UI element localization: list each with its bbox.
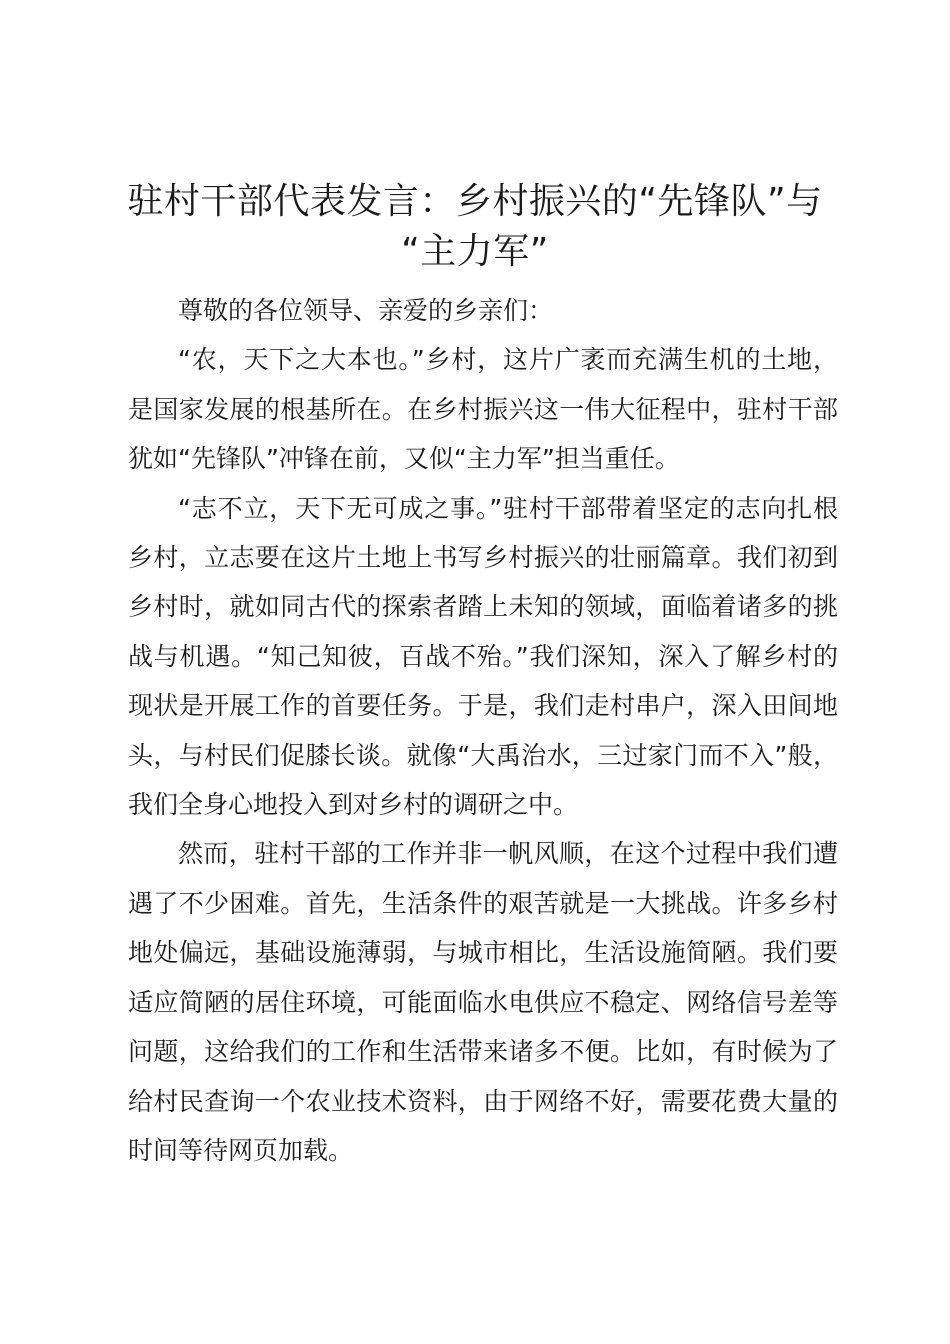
paragraph-1: “农，天下之大本也。”乡村，这片广袤而充满生机的土地，是国家发展的根基所在。在乡村振兴这一伟大征程中，驻村干部犹如“先锋队”冲锋在前，又似“主力军”担当重任。 [128,345,838,474]
title-line-1: 驻村干部代表发言：乡村振兴的“先锋队”与 [127,181,823,222]
salutation: 尊敬的各位领导、亲爱的乡亲们： [178,296,554,325]
paragraph-2: “志不立，天下无可成之事。”驻村干部带着坚定的志向扎根乡村，立志要在这片土地上书写乡村振兴的壮丽篇章。我们初到乡村时，就如同古代的探索者踏上未知的领域，面临着诸多的挑战与机遇。“知己知彼，百战不殆。”我们深知，深入了解乡村的现状是开展工作的首要任务。于是，我们走村串户，深入田间地头，与村民们促膝长谈。就像“大禹治水，三过家门而不入”般，我们全身心地投入到对乡村的调研之中。 [128,493,838,820]
document-title [110,177,840,277]
document-body [128,286,838,1175]
title-line-2: “主力军” [401,231,549,272]
paragraph-3: 然而，驻村干部的工作并非一帆风顺，在这个过程中我们遭遇了不少困难。首先，生活条件的艰苦就是一大挑战。许多乡村地处偏远，基础设施薄弱，与城市相比，生活设施简陋。我们要适应简陋的居住环境，可能面临水电供应不稳定、网络信号差等问题，这给我们的工作和生活带来诸多不便。比如，有时候为了给村民查询一个农业技术资料，由于网络不好，需要花费大量的时间等待网页加载。 [128,839,838,1165]
